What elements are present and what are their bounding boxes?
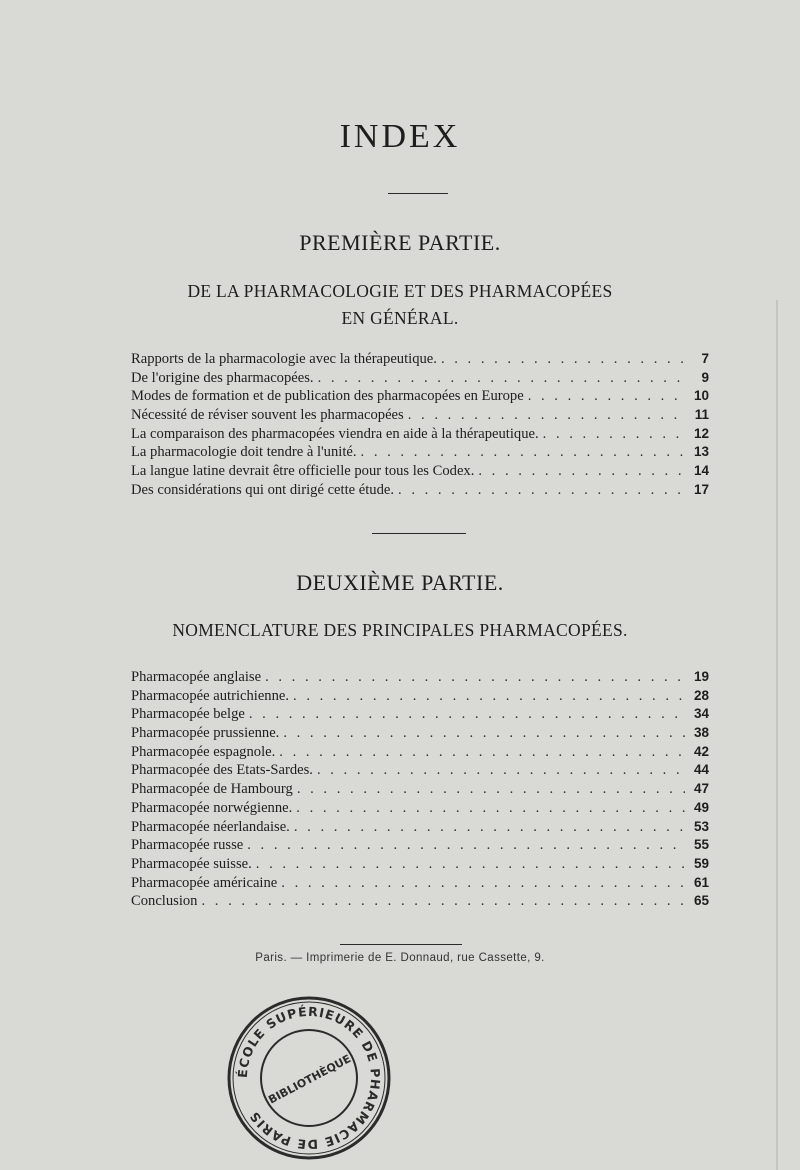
page-edge-shadow — [776, 300, 778, 1170]
toc-entry — [131, 706, 709, 725]
toc-entry-label: Pharmacopée anglaise — [131, 669, 262, 685]
toc-entry-page: 53 — [693, 818, 709, 834]
toc-entry-label: Pharmacopée prussienne. — [131, 725, 280, 742]
toc-entry — [131, 351, 709, 370]
toc-leader-dots — [293, 688, 685, 705]
toc-entry — [131, 688, 709, 707]
toc-leader-dots — [408, 407, 685, 424]
toc-leader-dots — [441, 351, 685, 368]
toc-entry-page: 19 — [693, 669, 709, 684]
toc-entry — [131, 762, 709, 781]
toc-entry-label: La comparaison des pharmacopées viendra en aide à la thérapeutique. — [131, 425, 539, 442]
part1-subtitle — [0, 278, 800, 332]
toc-leader-dots — [318, 370, 685, 387]
toc-entry-label: Conclusion — [131, 893, 198, 910]
part1-title: PREMIÈRE PARTIE. — [299, 230, 501, 255]
toc-entry-page: 34 — [693, 706, 709, 722]
toc-entry-page: 17 — [693, 481, 709, 497]
toc-entry-label: Modes de formation et de publication des pharmacopées en Europe — [131, 388, 524, 405]
toc-entry — [131, 669, 709, 688]
toc-entry — [131, 407, 709, 426]
toc-entry-page: 12 — [693, 425, 709, 441]
imprint-line: Paris. — Imprimerie de E. Donnaud, rue Cassette, 9. — [255, 952, 545, 964]
toc-entry-label: Des considérations qui ont dirigé cette étude. — [131, 481, 395, 498]
toc-entry-page: 11 — [694, 407, 709, 423]
toc-entry-label: Pharmacopée espagnole. — [131, 743, 276, 760]
part1-toc — [131, 351, 709, 501]
toc-entry-label: Pharmacopée autrichienne. — [131, 687, 290, 704]
toc-leader-dots — [478, 463, 685, 480]
toc-entry-label: Pharmacopée de Hambourg — [131, 781, 293, 798]
toc-entry — [131, 781, 709, 800]
toc-entry-page: 38 — [693, 725, 709, 741]
svg-text:BIBLIOTHÈQUE: BIBLIOTHÈQUE — [266, 1052, 354, 1107]
toc-leader-dots — [398, 482, 685, 499]
toc-entry-label: De l'origine des pharmacopées. — [131, 369, 314, 386]
toc-entry — [131, 856, 709, 875]
toc-entry-label: Pharmacopée des Etats-Sardes. — [131, 762, 313, 779]
toc-entry — [131, 482, 709, 501]
index-title: INDEX — [339, 118, 461, 155]
toc-entry-page: 9 — [701, 369, 709, 385]
part2-toc — [131, 669, 709, 912]
toc-entry — [131, 370, 709, 389]
toc-leader-dots — [543, 426, 685, 443]
toc-entry-page: 28 — [693, 687, 709, 703]
toc-entry-label: Pharmacopée américaine — [131, 874, 278, 891]
toc-leader-dots — [296, 800, 685, 817]
toc-entry-label: Pharmacopée belge — [131, 706, 245, 723]
toc-entry-page: 7 — [701, 351, 709, 366]
toc-entry-label: Pharmacopée norwégienne. — [131, 799, 293, 816]
toc-entry — [131, 725, 709, 744]
toc-entry-page: 65 — [693, 893, 709, 909]
svg-text:ÉCOLE SUPÉRIEURE DE PHARMACIE: ÉCOLE SUPÉRIEURE DE PHARMACIE DE PARIS — [234, 1003, 384, 1153]
part2-subtitle: NOMENCLATURE DES PRINCIPALES PHARMACOPÉES. — [172, 620, 628, 640]
part1-subtitle-line1: DE LA PHARMACOLOGIE ET DES PHARMACOPÉES — [187, 281, 613, 301]
part-divider-rule — [372, 533, 466, 534]
toc-entry — [131, 426, 709, 445]
part2-title: DEUXIÈME PARTIE. — [296, 570, 504, 595]
toc-entry-page: 14 — [693, 463, 709, 479]
toc-leader-dots — [361, 444, 685, 461]
toc-entry-label: Rapports de la pharmacologie avec la thérapeutique. — [131, 351, 437, 367]
toc-leader-dots — [256, 856, 685, 873]
toc-entry-page: 47 — [693, 781, 709, 797]
toc-entry — [131, 875, 709, 894]
toc-entry — [131, 444, 709, 463]
toc-entry-label: Pharmacopée suisse. — [131, 855, 252, 872]
toc-leader-dots — [249, 706, 685, 723]
toc-leader-dots — [247, 837, 685, 854]
toc-leader-dots — [317, 762, 685, 779]
toc-entry — [131, 800, 709, 819]
toc-entry-page: 49 — [693, 799, 709, 815]
toc-leader-dots — [265, 669, 685, 686]
toc-leader-dots — [294, 819, 685, 836]
imprint-rule — [340, 944, 462, 945]
part1-subtitle-line2: EN GÉNÉRAL. — [341, 308, 459, 328]
toc-entry — [131, 463, 709, 482]
toc-entry-label: La langue latine devrait être officielle pour tous les Codex. — [131, 463, 475, 480]
toc-leader-dots — [283, 725, 685, 742]
toc-entry-page: 44 — [693, 762, 709, 778]
toc-entry-page: 10 — [693, 388, 709, 404]
toc-entry-label: La pharmacologie doit tendre à l'unité. — [131, 444, 357, 461]
toc-entry — [131, 744, 709, 763]
toc-entry-page: 42 — [693, 743, 709, 759]
library-stamp-seal — [226, 995, 392, 1161]
toc-entry-page: 55 — [693, 837, 709, 853]
toc-entry-label: Pharmacopée russe — [131, 837, 244, 854]
toc-entry — [131, 837, 709, 856]
toc-entry-page: 59 — [693, 855, 709, 871]
toc-leader-dots — [279, 744, 685, 761]
toc-entry-page: 13 — [693, 444, 709, 460]
toc-entry — [131, 893, 709, 912]
toc-entry-label: Nécessité de réviser souvent les pharmacopées — [131, 407, 404, 424]
toc-leader-dots — [201, 893, 685, 910]
toc-leader-dots — [281, 875, 685, 892]
toc-leader-dots — [528, 388, 685, 405]
toc-entry — [131, 819, 709, 838]
toc-leader-dots — [297, 781, 685, 798]
toc-entry — [131, 388, 709, 407]
title-rule — [388, 193, 448, 194]
toc-entry-page: 61 — [693, 874, 709, 890]
toc-entry-label: Pharmacopée néerlandaise. — [131, 818, 290, 835]
